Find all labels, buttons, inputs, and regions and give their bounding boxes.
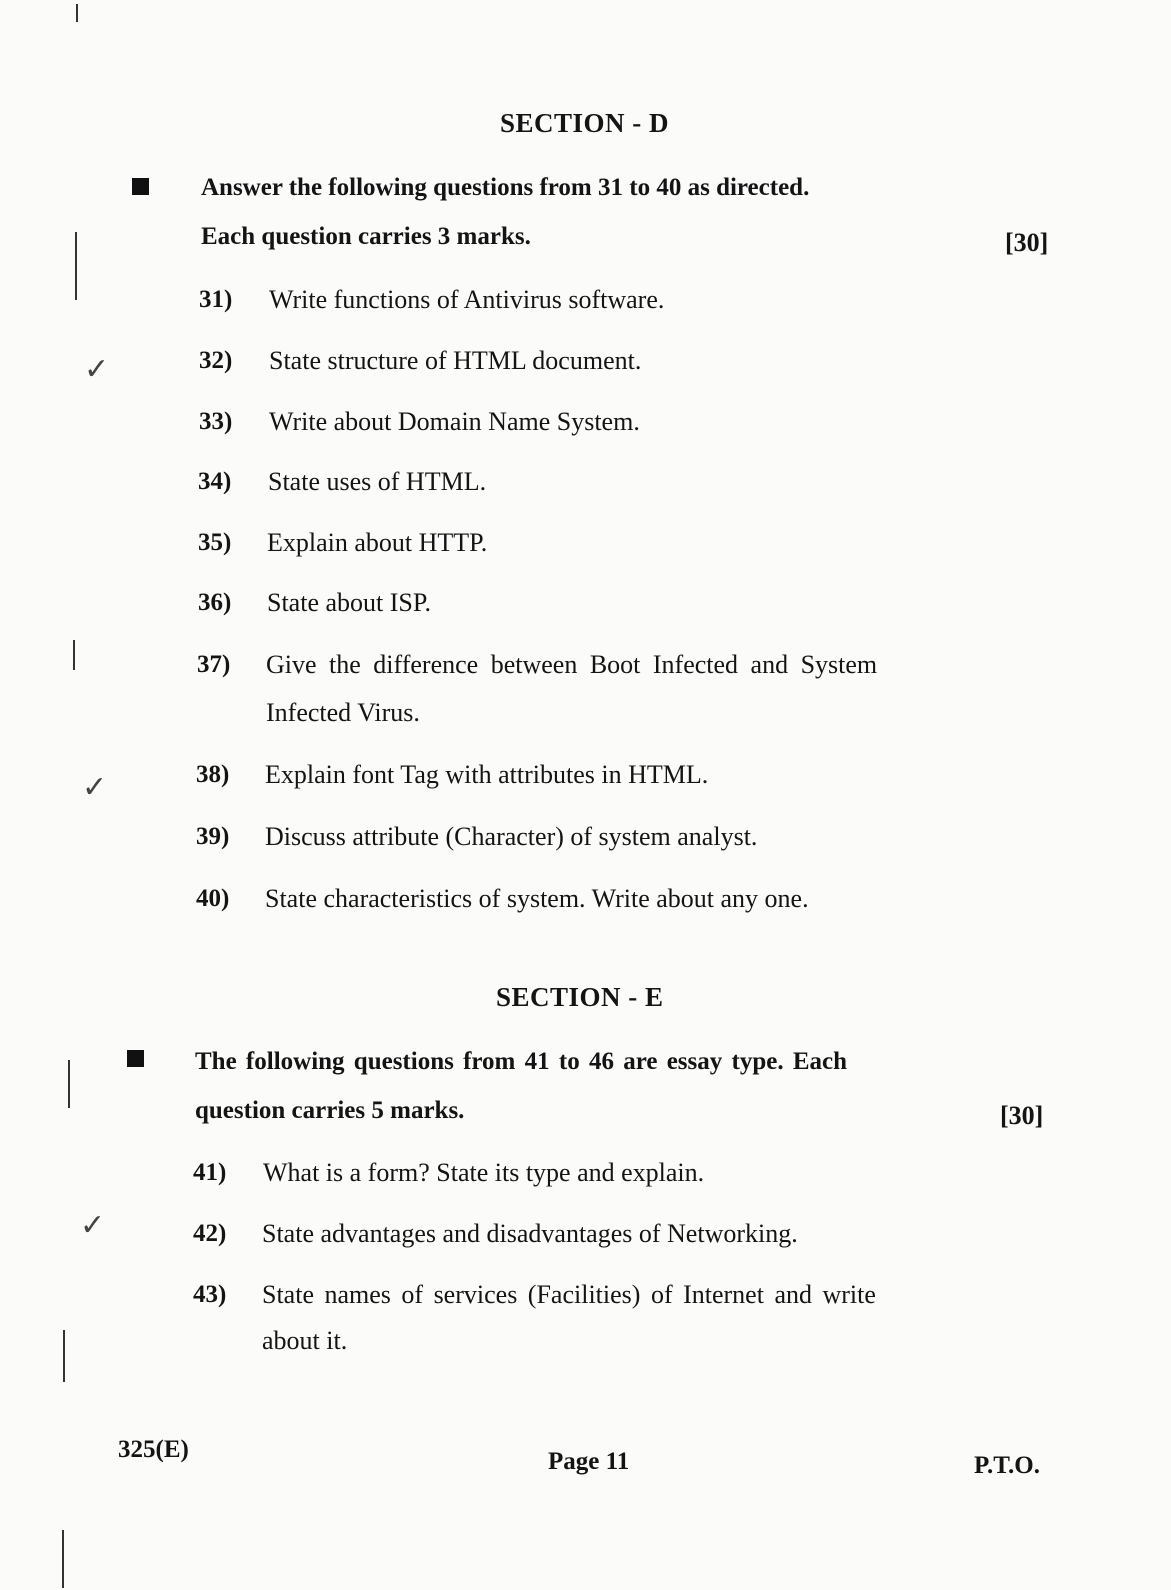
question-number: 39) <box>196 823 230 850</box>
section-d-instruction-line2: Each question carries 3 marks. <box>201 223 531 250</box>
margin-line <box>73 640 75 670</box>
bullet-square-icon <box>127 1050 144 1067</box>
question-text-continued: Infected Virus. <box>266 698 420 727</box>
question-number: 43) <box>193 1281 227 1308</box>
question-number: 41) <box>193 1159 227 1186</box>
question-43 <box>193 1272 953 1368</box>
question-34 <box>198 459 958 505</box>
question-number: 32) <box>199 347 233 374</box>
question-number: 37) <box>197 651 231 678</box>
question-33 <box>199 399 959 445</box>
question-text: State characteristics of system. Write about any one. <box>265 884 809 913</box>
check-mark-icon: ✓ <box>82 770 108 805</box>
question-text: Give the difference between Boot Infected and System <box>266 650 878 679</box>
margin-line <box>62 1530 64 1588</box>
question-number: 42) <box>193 1220 227 1247</box>
question-number: 36) <box>198 589 232 616</box>
question-number: 33) <box>199 408 233 435</box>
question-text: State names of services (Facilities) of Internet and write <box>262 1280 876 1309</box>
check-mark-icon: ✓ <box>80 1208 106 1243</box>
section-e-marks: [30] <box>1000 1101 1044 1130</box>
question-40 <box>196 876 956 922</box>
please-turn-over: P.T.O. <box>974 1452 1040 1479</box>
question-37 <box>197 642 957 738</box>
question-36 <box>198 580 958 626</box>
question-text: State about ISP. <box>267 588 431 617</box>
question-41 <box>193 1150 953 1196</box>
question-39 <box>196 814 956 860</box>
section-d-marks: [30] <box>1005 228 1049 257</box>
section-e-instruction-line2: question carries 5 marks. <box>195 1097 465 1124</box>
question-32 <box>199 338 959 384</box>
page-number: Page 11 <box>548 1448 630 1475</box>
question-35 <box>198 520 958 566</box>
question-38 <box>196 752 956 798</box>
question-31 <box>199 277 959 323</box>
question-text-continued: about it. <box>262 1326 348 1355</box>
margin-line <box>68 1060 70 1108</box>
question-text: Explain font Tag with attributes in HTML. <box>265 760 709 789</box>
question-number: 40) <box>196 885 230 912</box>
question-text: State uses of HTML. <box>268 467 487 496</box>
paper-code: 325(E) <box>118 1436 189 1463</box>
question-number: 35) <box>198 529 232 556</box>
question-text: Write about Domain Name System. <box>269 407 640 436</box>
question-text: Write functions of Antivirus software. <box>269 285 665 314</box>
question-text: Discuss attribute (Character) of system analyst. <box>265 822 758 851</box>
section-d-instruction-line1: Answer the following questions from 31 to 40 as directed. <box>201 174 810 201</box>
margin-line <box>76 4 78 22</box>
question-42 <box>193 1211 953 1257</box>
question-number: 31) <box>199 286 233 313</box>
section-e-title: SECTION - E <box>496 982 664 1012</box>
check-mark-icon: ✓ <box>84 352 110 387</box>
question-number: 34) <box>198 468 232 495</box>
margin-line <box>75 232 77 300</box>
question-number: 38) <box>196 761 230 788</box>
bullet-square-icon <box>132 178 149 195</box>
question-text: What is a form? State its type and explain. <box>263 1158 705 1187</box>
question-text: State advantages and disadvantages of Networking. <box>262 1219 798 1248</box>
section-e-instruction-line1: The following questions from 41 to 46 are essay type. Each <box>195 1048 847 1075</box>
section-d-title: SECTION - D <box>500 108 670 138</box>
question-text: State structure of HTML document. <box>269 346 642 375</box>
question-text: Explain about HTTP. <box>267 528 488 557</box>
margin-line <box>63 1330 65 1382</box>
